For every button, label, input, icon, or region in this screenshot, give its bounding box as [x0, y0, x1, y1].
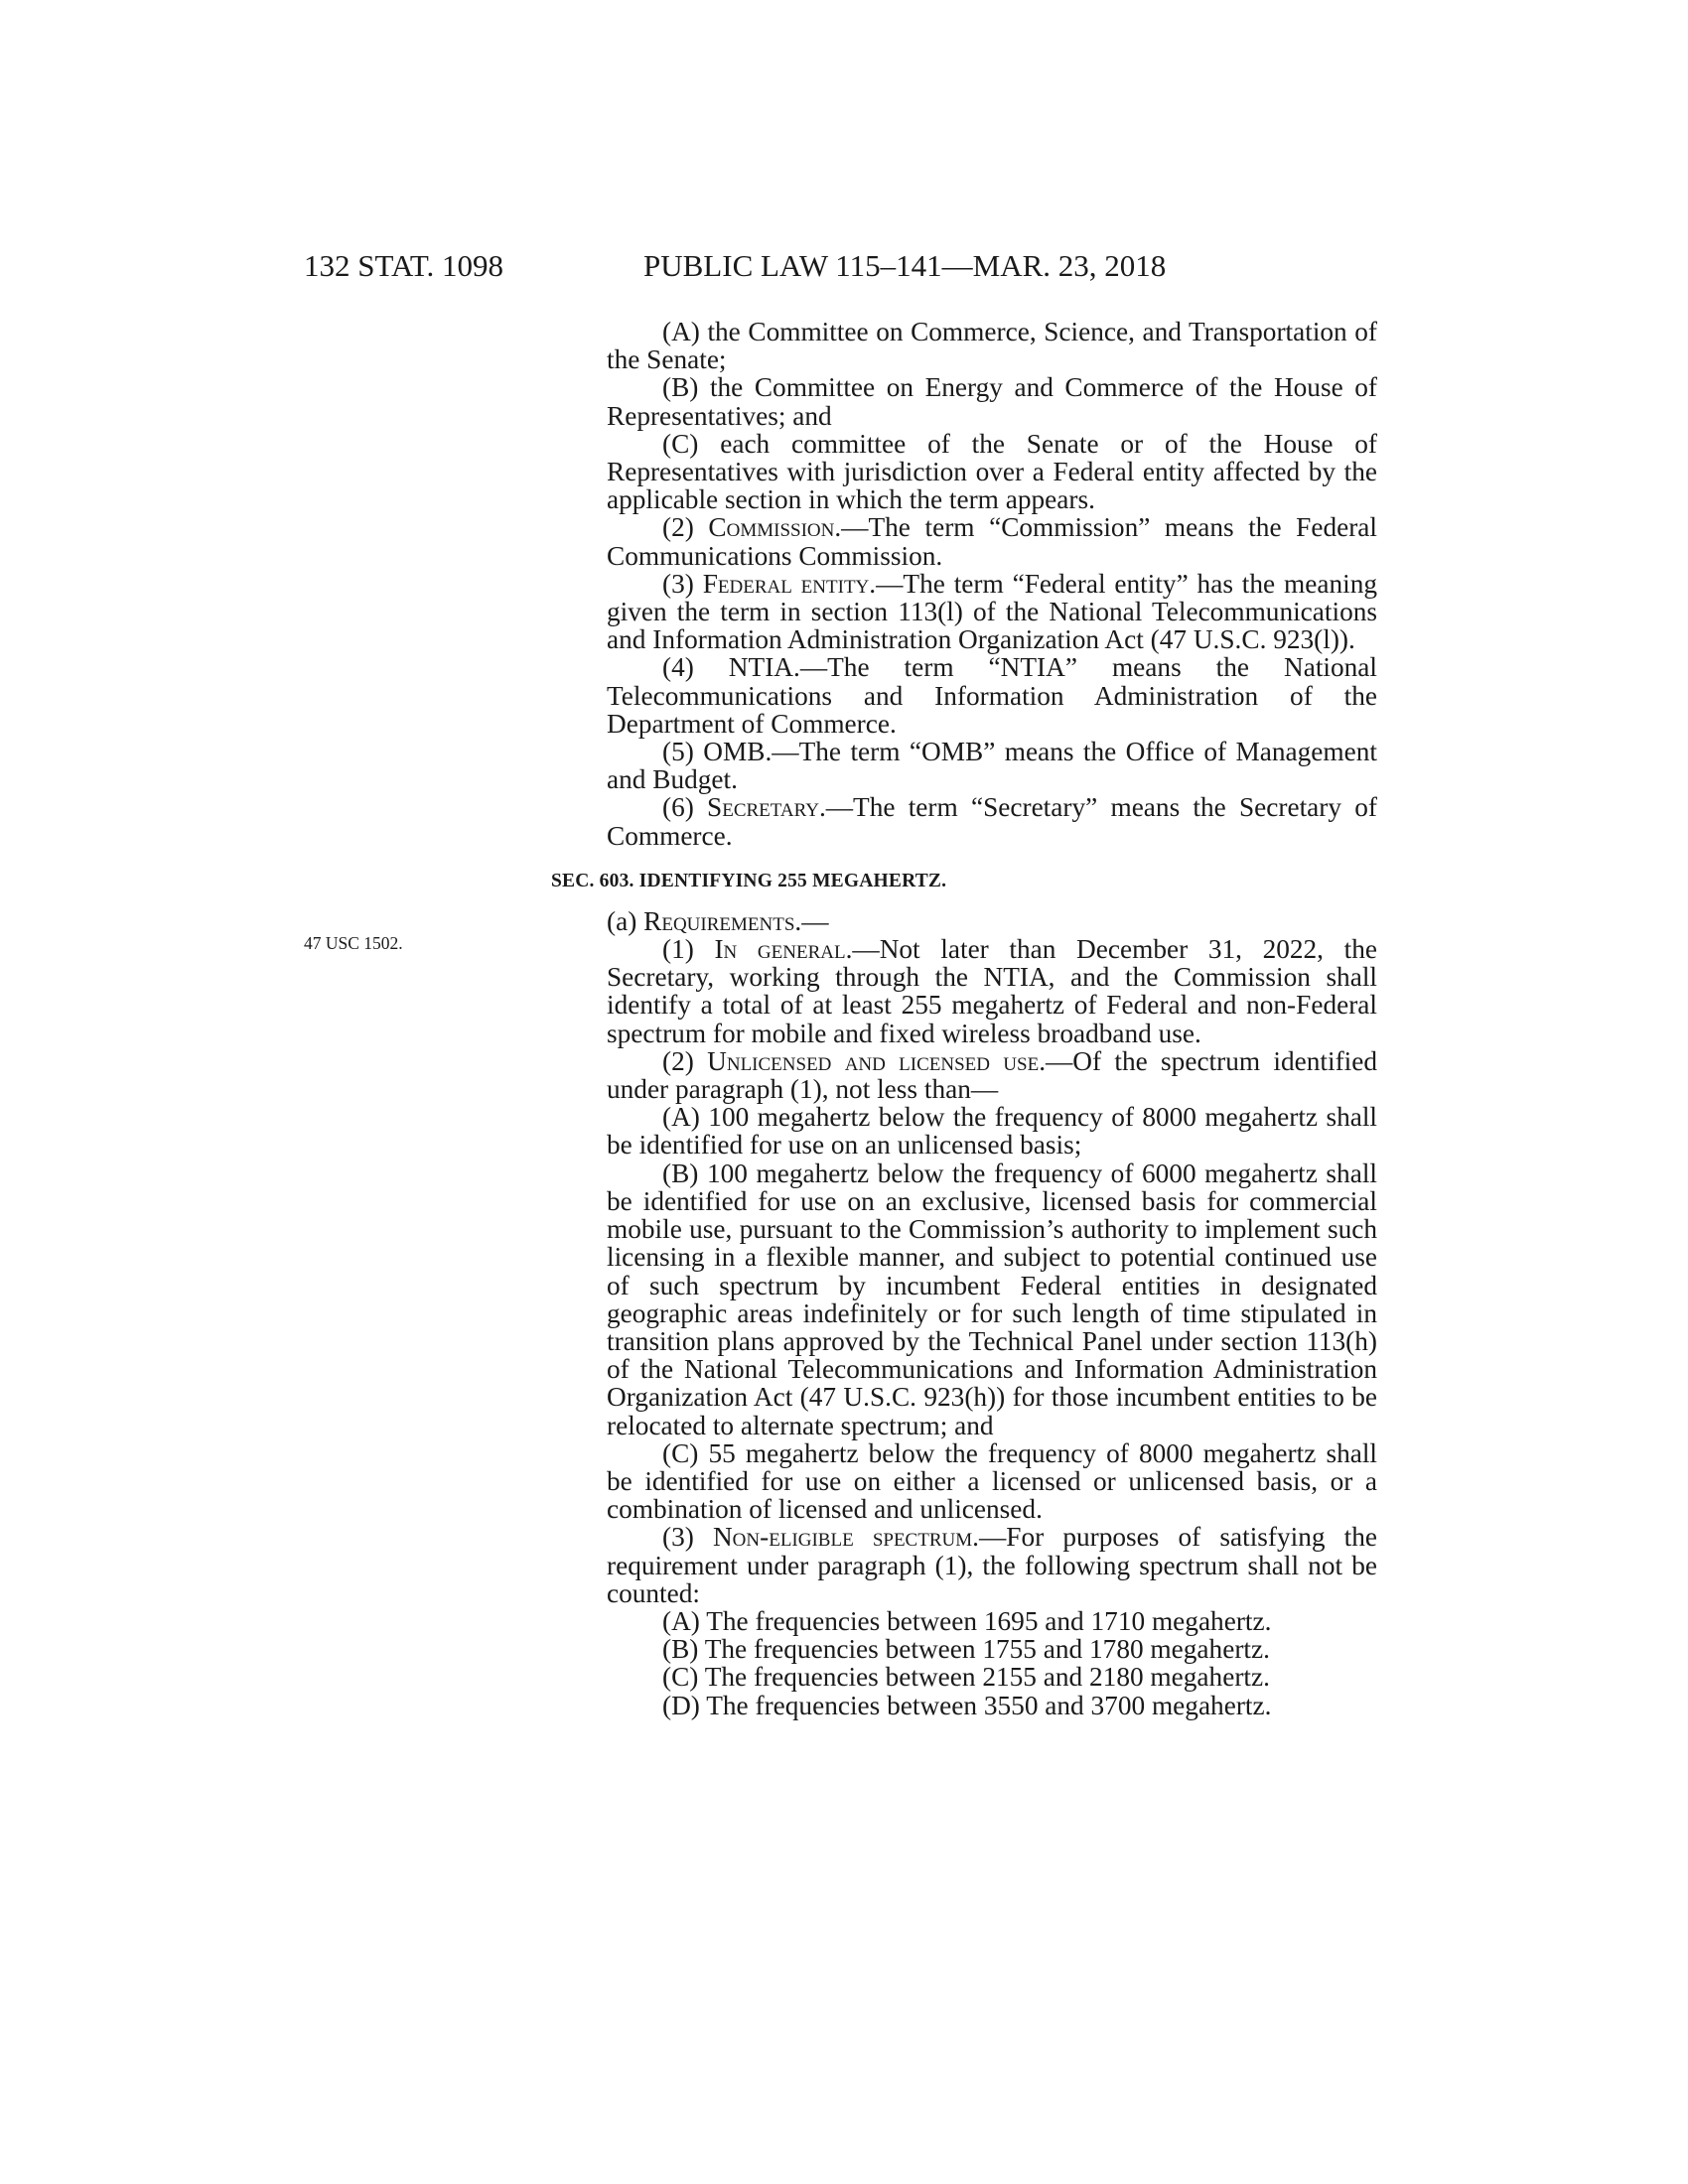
paragraph-a3C: (C) The frequencies between 2155 and 2180 megahertz.	[662, 1662, 1270, 1693]
paragraph-a3A: (A) The frequencies between 1695 and 1710 megahertz.	[662, 1605, 1272, 1636]
subsection-a-heading: (a) Requirements.—	[607, 905, 829, 936]
definition-ntia: (4) NTIA.—The term “NTIA” means the National Telecommunications and Information Administration of the Department of Commerce.	[607, 652, 1377, 739]
paragraph-a3B: (B) The frequencies between 1755 and 1780 megahertz.	[662, 1634, 1270, 1665]
page-running-title: PUBLIC LAW 115–141—MAR. 23, 2018	[643, 248, 1167, 283]
section-heading: SEC. 603. IDENTIFYING 255 MEGAHERTZ.	[551, 870, 947, 891]
paragraph-a2C: (C) 55 megahertz below the frequency of 8000 megahertz shall be identified for use on either a licensed or unlicensed basis, or a combination of licensed and unlicensed.	[607, 1437, 1377, 1525]
definition-secretary: (6) Secretary.—The term “Secretary” means the Secretary of Commerce.	[607, 792, 1377, 851]
margin-citation: 47 USC 1502.	[304, 933, 403, 953]
definition-commission: (2) Commission.—The term “Commission” means the Federal Communications Commission.	[607, 512, 1377, 571]
document-body	[551, 318, 1377, 1719]
page-stat-number: 132 STAT. 1098	[304, 248, 504, 283]
paragraph-a2A: (A) 100 megahertz below the frequency of 8000 megahertz shall be identified for use on an unlicensed basis;	[607, 1102, 1377, 1160]
paragraph-1B: (B) the Committee on Energy and Commerce of the House of Representatives; and	[607, 372, 1377, 431]
definition-federal-entity: (3) Federal entity.—The term “Federal entity” has the meaning given the term in section 113(l) of the National Telecommunications and Information Administration Organization Act (47 U.S.C. 923(l)).	[607, 568, 1378, 655]
paragraph-a1: (1) In general.—Not later than December 31, 2022, the Secretary, working through the NTIA, and the Commission shall identify a total of at least 255 megahertz of Federal and non-Federal spectrum for mobile and fixed wireless broadband use.	[607, 934, 1377, 1048]
paragraph-a3D: (D) The frequencies between 3550 and 3700 megahertz.	[662, 1690, 1272, 1720]
paragraph-a2B: (B) 100 megahertz below the frequency of 6000 megahertz shall be identified for use on an exclusive, licensed basis for commercial mobile use, pursuant to the Commission’s authority to implement such licensing in a flexible manner, and subject to potential continued use of such spectrum by incumbent Federal entities in designated geographic areas indefinitely or for such length of time stipulated in transition plans approved by the Technical Panel under section 113(h) of the National Telecommunications and Information Administration Organization Act (47 U.S.C. 923(h)) for those incumbent entities to be relocated to alternate spectrum; and	[607, 1158, 1377, 1440]
paragraph-a2: (2) Unlicensed and licensed use.—Of the spectrum identified under paragraph (1), not less than—	[607, 1045, 1378, 1105]
paragraph-1A: (A) the Committee on Commerce, Science, and Transportation of the Senate;	[607, 317, 1377, 375]
definition-omb: (5) OMB.—The term “OMB” means the Office of Management and Budget.	[607, 737, 1377, 795]
paragraph-a3: (3) Non-eligible spectrum.—For purposes of satisfying the requirement under paragraph (1), the following spectrum shall not be counted:	[607, 1522, 1377, 1608]
paragraph-1C: (C) each committee of the Senate or of the House of Representatives with jurisdiction over a Federal entity affected by the applicable section in which the term appears.	[607, 428, 1377, 515]
